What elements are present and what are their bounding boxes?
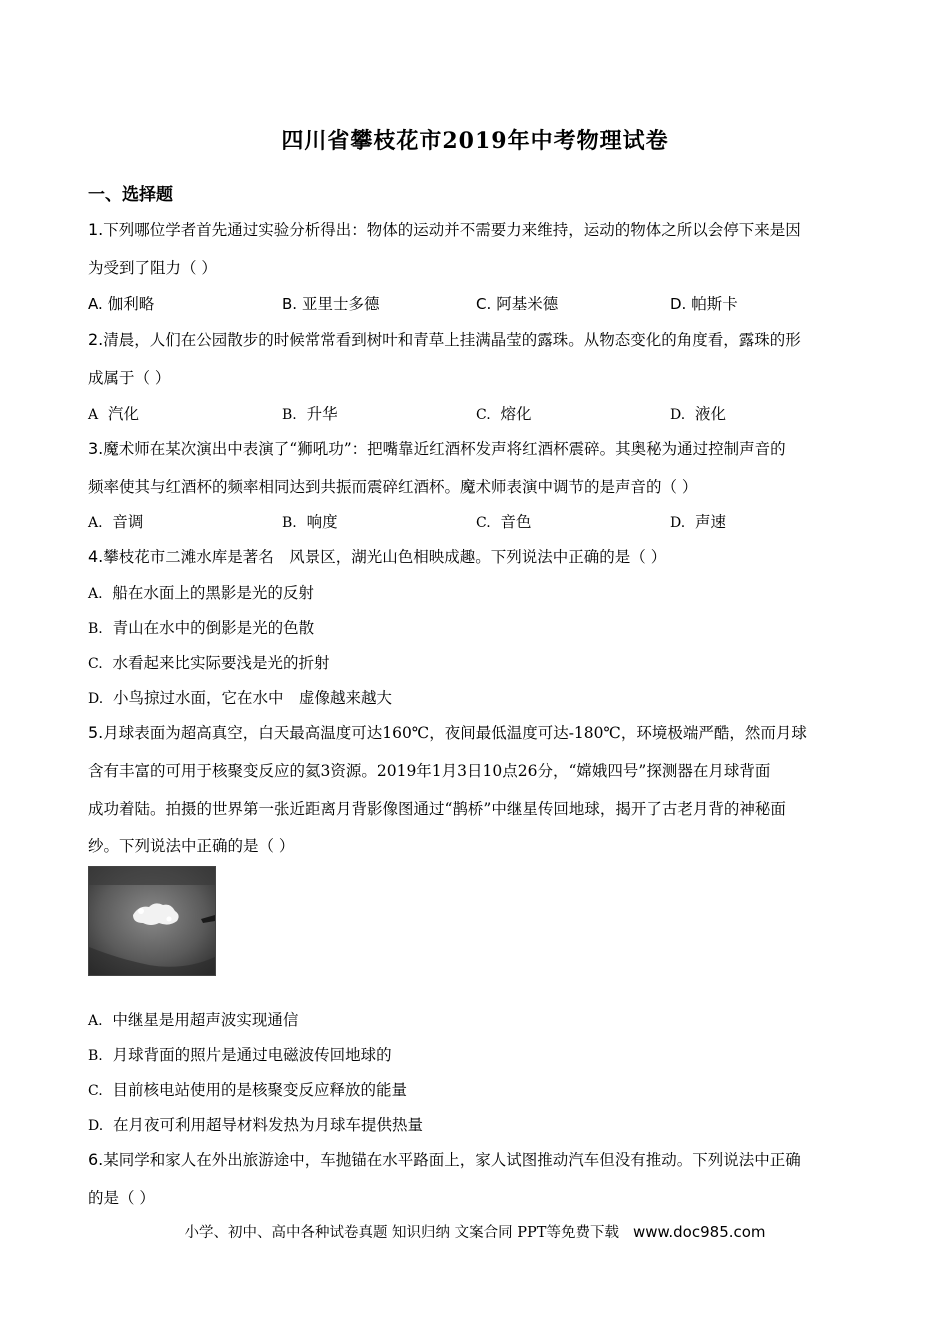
question-3-option-c: C. 音色 (476, 513, 532, 531)
question-number: 6. (88, 1150, 104, 1169)
question-2-option-d: D. 液化 (670, 405, 727, 423)
page-footer (0, 1221, 950, 1242)
question-5-line-3: 成功着陆。拍摄的世界第一张近距离月背影像图通过“鹊桥”中继星传回地球，揭开了古老月背的神秘面 (88, 800, 786, 818)
question-2-line-1: 2.清晨，人们在公园散步的时候常常看到树叶和青草上挂满晶莹的露珠。从物态变化的角度看，露珠的形 (88, 330, 801, 349)
question-4-option-b: B. 青山在水中的倒影是光的色散 (88, 619, 315, 637)
question-3-line-2: 频率使其与红酒杯的频率相同达到共振而震碎红酒杯。魔术师表演中调节的是声音的（ ） (88, 478, 698, 496)
question-number: 1. (88, 220, 104, 239)
question-1-option-b: B. 亚里士多德 (282, 295, 380, 313)
page-title: 四川省攀枝花市2019年中考物理试卷 (281, 128, 669, 154)
question-3-option-a: A. 音调 (88, 513, 144, 531)
question-5-line-2: 含有丰富的可用于核聚变反应的氦3资源。2019年1月3日10点26分，“嫦娥四号”探测器在月球背面 (88, 762, 771, 780)
question-5-option-c: C. 目前核电站使用的是核聚变反应释放的能量 (88, 1081, 408, 1099)
lunar-far-side-photo (88, 866, 216, 976)
question-1-line-2: 为受到了阻力（ ） (88, 259, 217, 277)
question-4-option-d: D. 小鸟掠过水面，它在水中 虚像越来越大 (88, 689, 393, 707)
footer-url-link[interactable]: www.doc985.com (632, 1223, 766, 1241)
question-3-option-b: B. 响度 (282, 513, 338, 531)
question-1-option-d: D. 帕斯卡 (670, 295, 738, 313)
question-1-line-1: 1.下列哪位学者首先通过实验分析得出：物体的运动并不需要力来维持，运动的物体之所以会停下来是因 (88, 220, 801, 239)
question-4-line-1: 4.攀枝花市二滩水库是著名 风景区，湖光山色相映成趣。下列说法中正确的是（ ） (88, 547, 667, 566)
footer-text: 小学、初中、高中各种试卷真题 知识归纳 文案合同 PPT等免费下载 (184, 1225, 619, 1241)
question-2-option-c: C. 熔化 (476, 405, 532, 423)
question-5-line-1: 5.月球表面为超高真空，白天最高温度可达160℃，夜间最低温度可达-180℃，环境极端严酷，然而月球 (88, 723, 807, 742)
question-3-line-1: 3.魔术师在某次演出中表演了“狮吼功”：把嘴靠近红酒杯发声将红酒杯震碎。其奥秘为通过控制声音的 (88, 439, 786, 458)
question-4-option-a: A. 船在水面上的黑影是光的反射 (88, 584, 314, 602)
question-2-option-a: A 汽化 (88, 405, 139, 423)
question-1-option-c: C. 阿基米德 (476, 295, 559, 313)
question-number: 4. (88, 547, 104, 566)
question-6-line-1: 6.某同学和家人在外出旅游途中，车抛锚在水平路面上，家人试图推动汽车但没有推动。下列说法中正确 (88, 1150, 801, 1169)
question-1-option-a: A. 伽利略 (88, 295, 155, 313)
section-heading: 一、选择题 (88, 185, 173, 205)
question-2-line-2: 成属于（ ） (88, 369, 171, 387)
question-number: 5. (88, 723, 104, 742)
question-5-option-b: B. 月球背面的照片是通过电磁波传回地球的 (88, 1046, 392, 1064)
question-3-option-d: D. 声速 (670, 513, 727, 531)
question-number: 2. (88, 330, 104, 349)
question-2-option-b: B. 升华 (282, 405, 338, 423)
question-6-line-2: 的是（ ） (88, 1189, 155, 1207)
question-number: 3. (88, 439, 104, 458)
question-5-option-d: D. 在月夜可利用超导材料发热为月球车提供热量 (88, 1116, 424, 1134)
question-5-line-4: 纱。下列说法中正确的是（ ） (88, 837, 295, 855)
question-4-option-c: C. 水看起来比实际要浅是光的折射 (88, 654, 330, 672)
question-5-option-a: A. 中继星是用超声波实现通信 (88, 1011, 299, 1029)
